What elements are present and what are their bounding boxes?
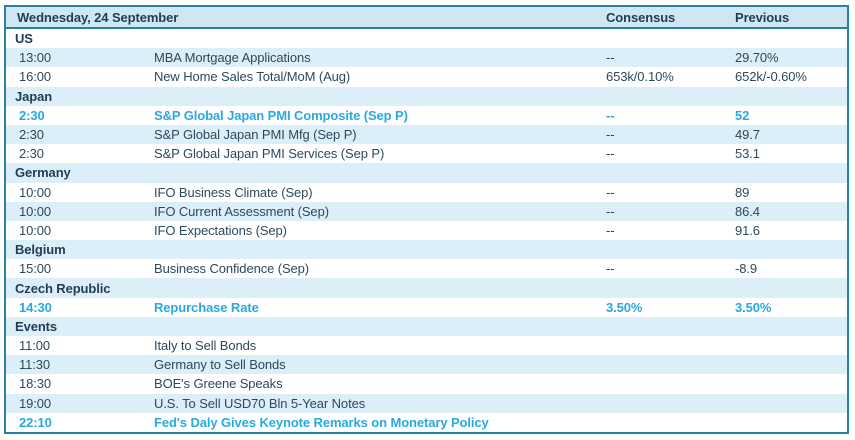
event-name-cell: Repurchase Rate	[154, 299, 259, 315]
time-cell: 2:30	[19, 146, 44, 162]
consensus-cell: --	[606, 203, 615, 219]
event-row	[6, 259, 847, 278]
event-name-cell: IFO Current Assessment (Sep)	[154, 203, 329, 219]
section-row	[6, 317, 847, 336]
consensus-cell: --	[606, 50, 615, 66]
event-row	[6, 374, 847, 393]
section-label: Germany	[15, 165, 71, 181]
time-cell: 19:00	[19, 395, 52, 411]
event-row	[6, 106, 847, 125]
section-row	[6, 163, 847, 182]
event-row	[6, 355, 847, 374]
section-row	[6, 87, 847, 106]
time-cell: 16:00	[19, 69, 52, 85]
section-label: Belgium	[15, 242, 66, 258]
previous-cell: 652k/-0.60%	[735, 69, 807, 85]
table-header-row	[6, 7, 847, 29]
previous-cell: 91.6	[735, 222, 760, 238]
consensus-cell: --	[606, 107, 615, 123]
event-name-cell: Italy to Sell Bonds	[154, 338, 257, 354]
time-cell: 11:30	[19, 357, 51, 373]
previous-cell: 49.7	[735, 127, 760, 143]
event-row	[6, 394, 847, 413]
event-name-cell: BOE's Greene Speaks	[154, 376, 283, 392]
time-cell: 15:00	[19, 261, 52, 277]
previous-column-header: Previous	[735, 9, 790, 25]
previous-cell: 89	[735, 184, 750, 200]
section-row	[6, 240, 847, 259]
time-cell: 18:30	[19, 376, 52, 392]
consensus-cell: 3.50%	[606, 299, 643, 315]
event-row	[6, 67, 847, 86]
table-body	[6, 29, 847, 432]
time-cell: 2:30	[19, 107, 45, 123]
event-row	[6, 48, 847, 67]
time-cell: 10:00	[19, 184, 52, 200]
section-label: Events	[15, 318, 58, 334]
event-row	[6, 202, 847, 221]
event-row	[6, 413, 847, 432]
consensus-cell: --	[606, 127, 615, 143]
section-row	[6, 278, 847, 297]
event-row	[6, 221, 847, 240]
consensus-cell: --	[606, 222, 615, 238]
consensus-cell: --	[606, 184, 615, 200]
event-name-cell: New Home Sales Total/MoM (Aug)	[154, 69, 351, 85]
event-name-cell: S&P Global Japan PMI Composite (Sep P)	[154, 107, 408, 123]
previous-cell: 3.50%	[735, 299, 772, 315]
date-header: Wednesday, 24 September	[17, 9, 179, 25]
time-cell: 14:30	[19, 299, 52, 315]
event-row	[6, 144, 847, 163]
event-name-cell: MBA Mortgage Applications	[154, 50, 311, 66]
consensus-cell: --	[606, 146, 615, 162]
event-row	[6, 298, 847, 317]
previous-cell: 53.1	[735, 146, 760, 162]
event-name-cell: Germany to Sell Bonds	[154, 357, 286, 373]
event-name-cell: Business Confidence (Sep)	[154, 261, 310, 277]
event-name-cell: S&P Global Japan PMI Mfg (Sep P)	[154, 127, 357, 143]
previous-cell: -8.9	[735, 261, 758, 277]
event-row	[6, 336, 847, 355]
event-name-cell: IFO Business Climate (Sep)	[154, 184, 313, 200]
event-name-cell: S&P Global Japan PMI Services (Sep P)	[154, 146, 385, 162]
event-row	[6, 183, 847, 202]
section-label: US	[15, 31, 33, 47]
event-name-cell: IFO Expectations (Sep)	[154, 222, 287, 238]
section-label: Japan	[15, 88, 53, 104]
previous-cell: 29.70%	[735, 50, 779, 66]
event-name-cell: U.S. To Sell USD70 Bln 5-Year Notes	[154, 395, 366, 411]
time-cell: 2:30	[19, 127, 44, 143]
consensus-cell: --	[606, 261, 615, 277]
time-cell: 10:00	[19, 222, 52, 238]
event-name-cell: Fed's Daly Gives Keynote Remarks on Monetary Policy	[154, 414, 489, 430]
section-row	[6, 29, 847, 48]
time-cell: 10:00	[19, 203, 52, 219]
time-cell: 13:00	[19, 50, 52, 66]
previous-cell: 86.4	[735, 203, 760, 219]
consensus-column-header: Consensus	[606, 9, 676, 25]
time-cell: 11:00	[19, 338, 51, 354]
event-row	[6, 125, 847, 144]
economic-calendar-table	[4, 5, 849, 434]
section-label: Czech Republic	[15, 280, 111, 296]
previous-cell: 52	[735, 107, 750, 123]
consensus-cell: 653k/0.10%	[606, 69, 674, 85]
time-cell: 22:10	[19, 414, 52, 430]
